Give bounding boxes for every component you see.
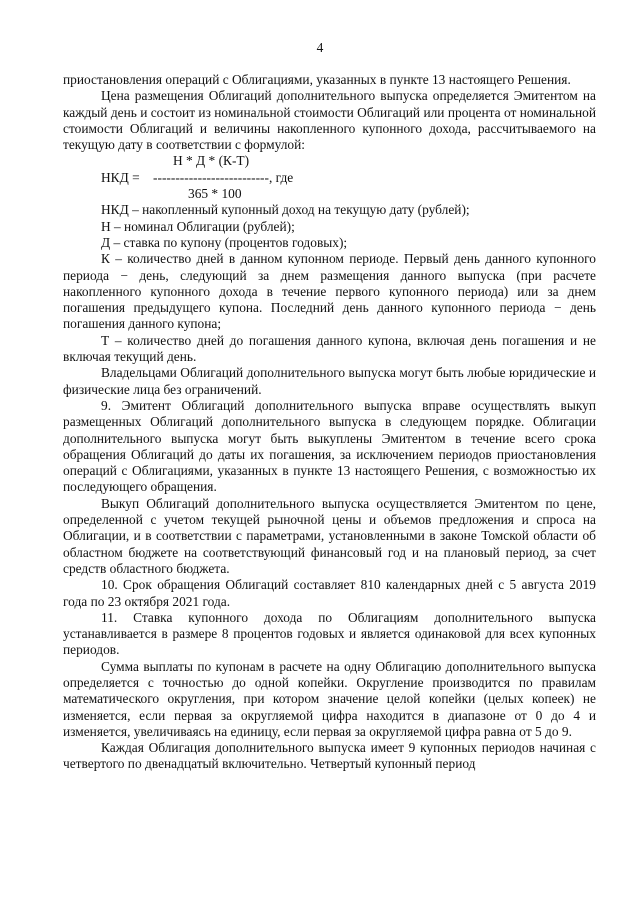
formula-denominator: 365 * 100 <box>188 186 242 202</box>
definition-n: Н – номинал Облигации (рублей); <box>101 218 295 234</box>
paragraph-buyback: Выкуп Облигаций дополнительного выпуска осуществляется Эмитентом по цене, определенной с учетом текущей рыночной цены и объемов предложения и спроса на Облигации, и в соответствии с параметрами, установленными в законе Томской области об областном бюджете на соответствующий финансовый год и на плановый период, за счет средств областного бюджета. <box>63 495 596 576</box>
paragraph-10: 10. Срок обращения Облигаций составляет 810 календарных дней с 5 августа 2019 года по 23 октября 2021 года. <box>63 577 596 609</box>
paragraph-placement-price: Цена размещения Облигаций дополнительного выпуска определяется Эмитентом на каждый день и состоит из номинальной стоимости Облигаций или процента от номинальной стоимости Облигаций и величины накопленного купонного дохода, рассчитываемого на текущую дату в соответствии с формулой: <box>63 88 596 153</box>
formula-block <box>63 153 596 202</box>
paragraph-11: 11. Ставка купонного дохода по Облигациям дополнительного выпуска устанавливается в размере 8 процентов годовых и является одинаковой для всех купонных периодов. <box>63 609 596 658</box>
paragraph-owners: Владельцами Облигаций дополнительного выпуска могут быть любые юридические и физические лица без ограничений. <box>63 365 596 397</box>
document-body <box>63 72 596 773</box>
formula-fraction-line: НКД = --------------------------, где <box>101 169 294 185</box>
definition-nkd: НКД – накопленный купонный доход на текущую дату (рублей); <box>101 202 470 218</box>
paragraph-coupon-sum: Сумма выплаты по купонам в расчете на одну Облигацию дополнительного выпуска определяется с точностью до одной копейки. Округление производится по правилам математического округления, при котором значение целой копейки (целых копеек) не изменяется, если первая за округляемой цифра находится в диапазоне от 0 до 4 и изменяется, увеличиваясь на единицу, если первая за округляемой цифра равна от 5 до 9. <box>63 658 596 739</box>
definition-k: К – количество дней в данном купонном периоде. Первый день данного купонного периода − день, следующий за днем размещения данного выпуска (при расчете накопленного купонного дохода в течение первого купонного периода) или за днем погашения предыдущего купона. Последний день данного купонного периода − день погашения данного купона; <box>63 251 596 332</box>
page-number: 4 <box>316 40 324 55</box>
paragraph-coupon-periods: Каждая Облигация дополнительного выпуска имеет 9 купонных периодов начиная с четвертого по двенадцатый включительно. Четвертый купонный период <box>63 740 596 772</box>
definition-d: Д – ставка по купону (процентов годовых); <box>101 234 348 250</box>
paragraph-continuation: приостановления операций с Облигациями, указанных в пункте 13 настоящего Решения. <box>63 72 571 87</box>
definition-t: Т – количество дней до погашения данного купона, включая день погашения и не включая текущий день. <box>63 332 596 365</box>
paragraph-9: 9. Эмитент Облигаций дополнительного выпуска вправе осуществлять выкуп размещенных Облигаций дополнительного выпуска в следующем порядке. Облигации дополнительного выпуска могут быть выкуплены Эмитентом в течение всего срока обращения Облигаций до даты их погашения, за исключением периодов приостановления операций с Облигациями, указанных в пункте 13 настоящего Решения, с возможностью их последующего обращения. <box>63 397 596 495</box>
formula-numerator: Н * Д * (К-Т) <box>173 153 250 169</box>
